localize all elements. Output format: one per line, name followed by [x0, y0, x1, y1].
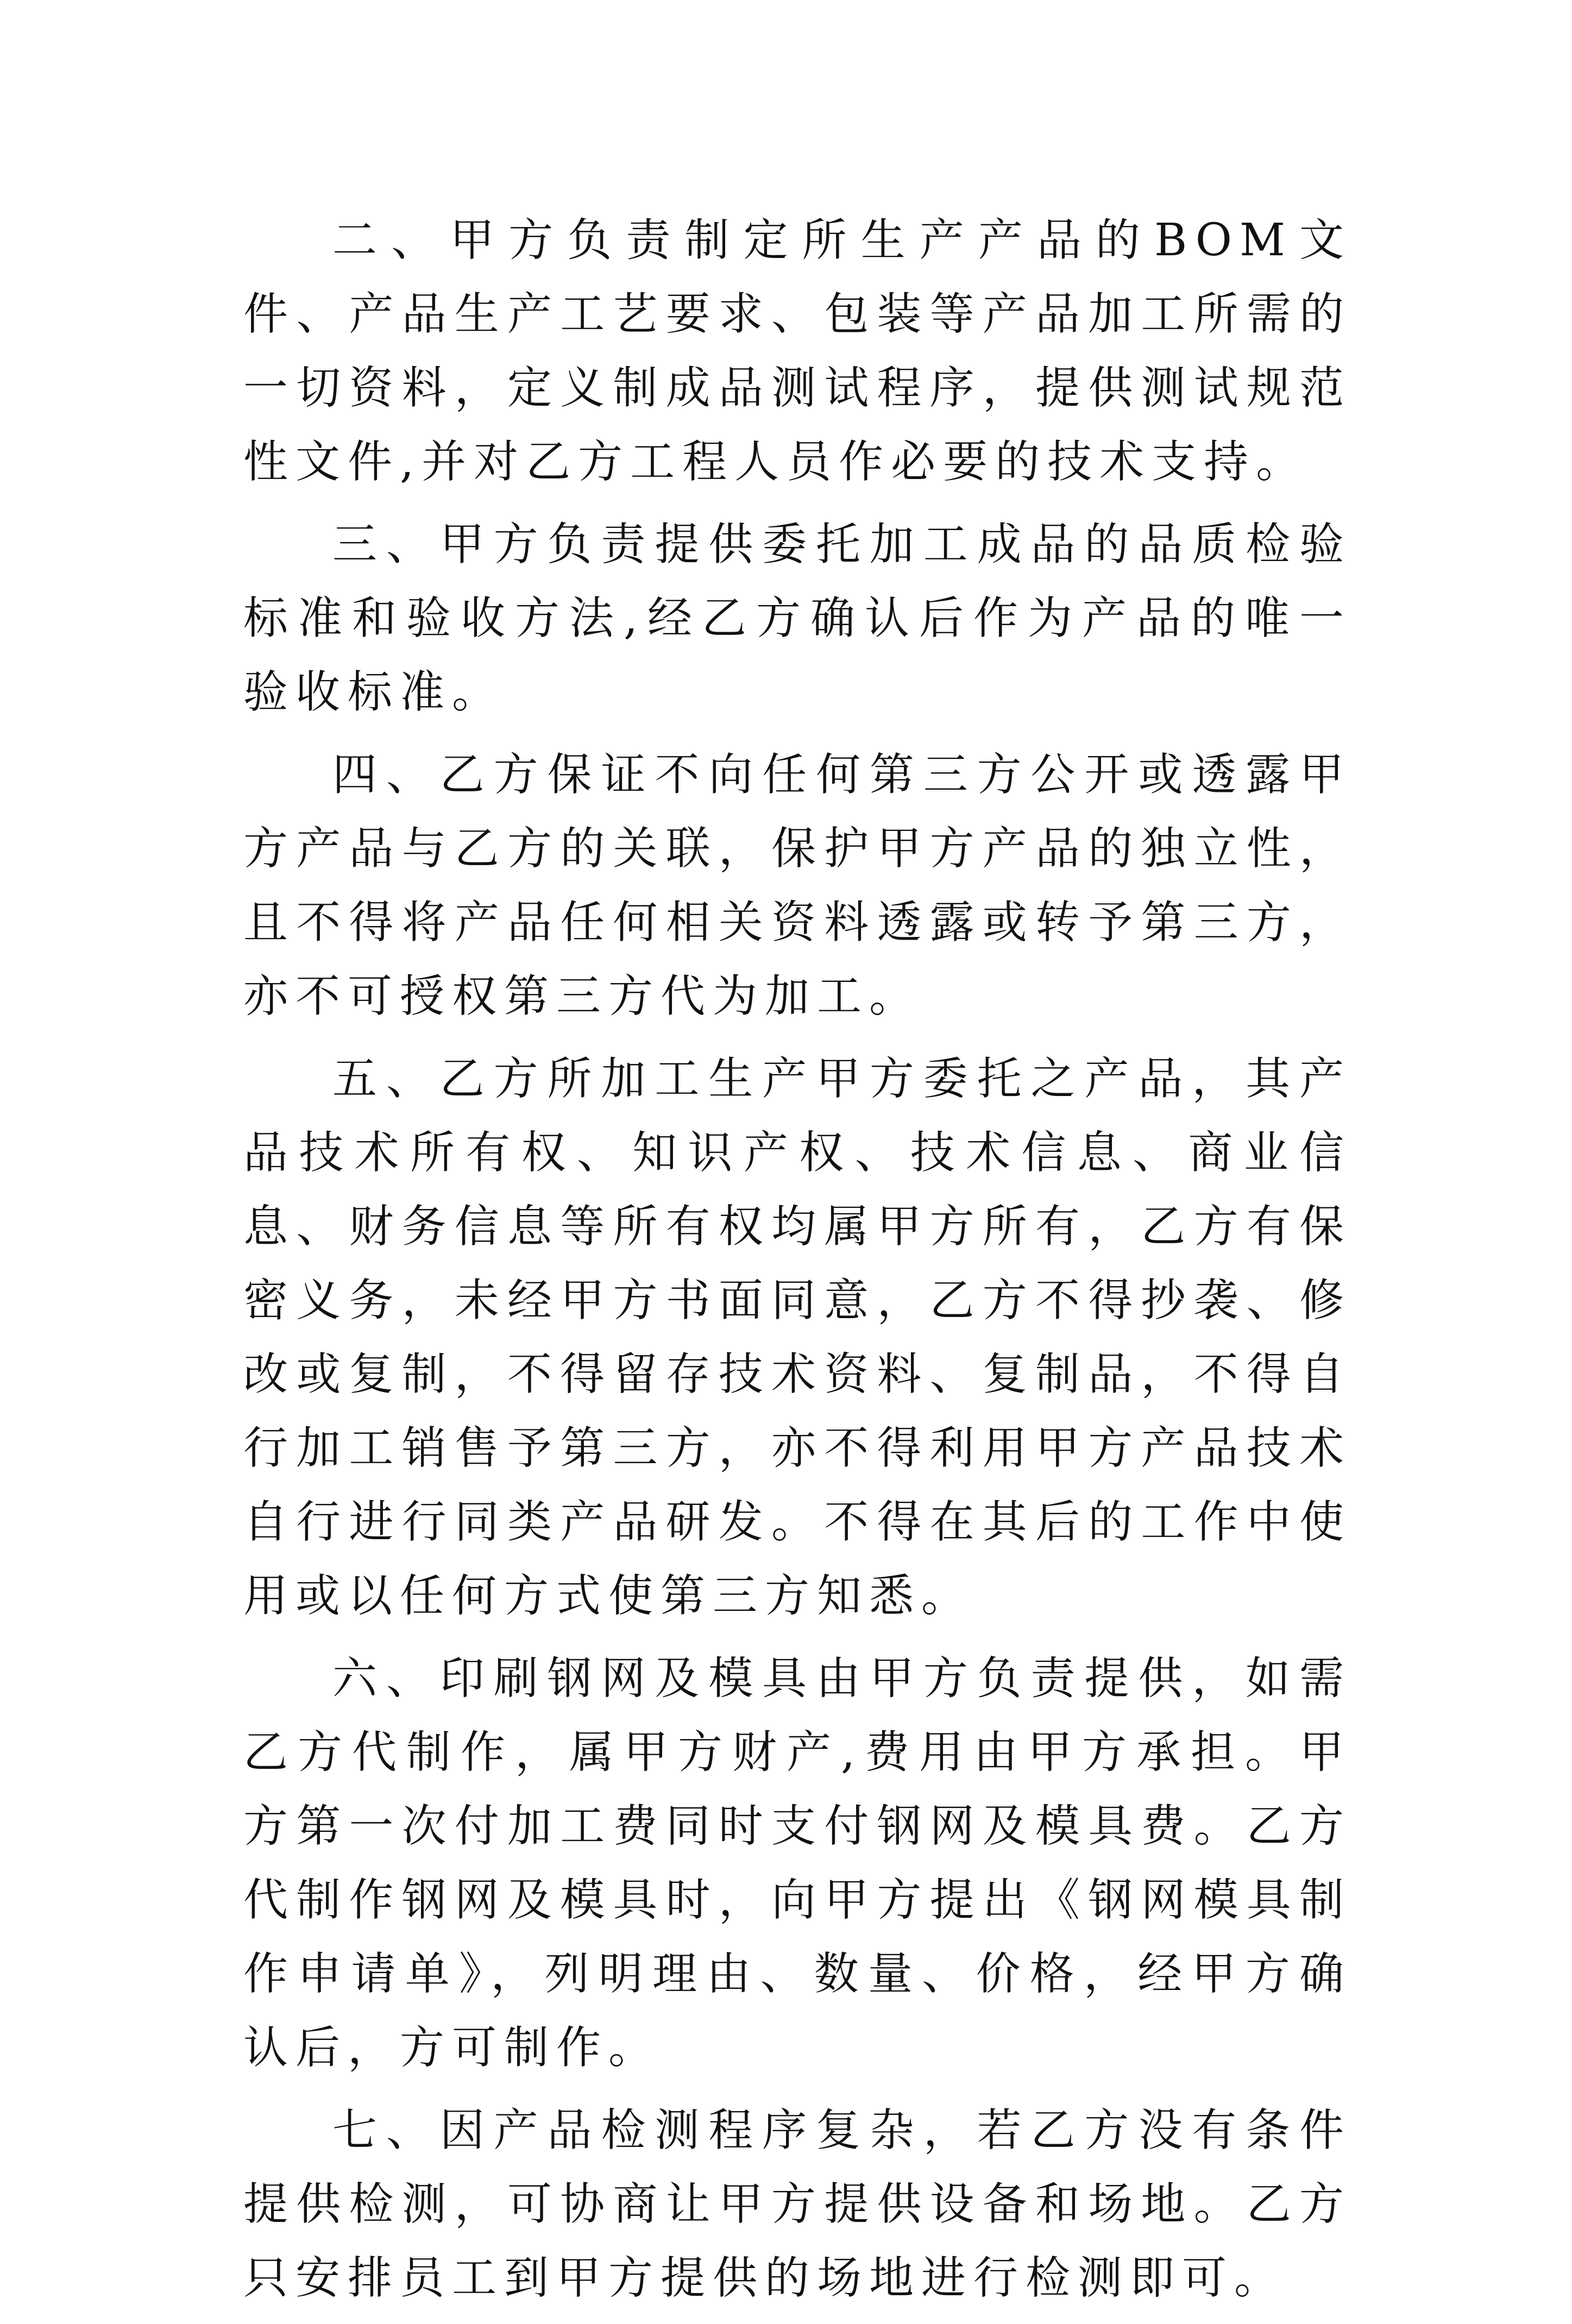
clause-5-paragraph: 五、乙方所加工生产甲方委托之产品，其产品技术所有权、知识产权、技术信息、商业信息、财务信息等所有权均属甲方所有，乙方有保密义务，未经甲方书面同意，乙方不得抄袭、修改或复制，不得留存技术资料、复制品，不得自行加工销售予第三方，亦不得利用甲方产品技术自行进行同类产品研发。不得在其后的工作中使用或以任何方式使第三方知悉。 [243, 1053, 1351, 1622]
clause-3-paragraph: 三、甲方负责提供委托加工成品的品质检验标准和验收方法,经乙方确认后作为产品的唯一验收标准。 [243, 519, 1351, 718]
clause-4-paragraph: 四、乙方保证不向任何第三方公开或透露甲方产品与乙方的关联，保护甲方产品的独立性，且不得将产品任何相关资料透露或转予第三方，亦不可授权第三方代为加工。 [243, 749, 1351, 1022]
clause-6-paragraph: 六、印刷钢网及模具由甲方负责提供，如需乙方代制作，属甲方财产,费用由甲方承担。甲方第一次付加工费同时支付钢网及模具费。乙方代制作钢网及模具时，向甲方提出《钢网模具制作申请单》，列明理由、数量、价格，经甲方确认后，方可制作。 [243, 1653, 1351, 2074]
document-body [243, 204, 1351, 2324]
clause-7-paragraph: 七、因产品检测程序复杂，若乙方没有条件提供检测，可协商让甲方提供设备和场地。乙方只安排员工到甲方提供的场地进行检测即可。 [243, 2105, 1351, 2304]
clause-2-paragraph: 二、甲方负责制定所生产产品的BOM文件、产品生产工艺要求、包装等产品加工所需的一切资料，定义制成品测试程序，提供测试规范性文件,并对乙方工程人员作必要的技术支持。 [243, 215, 1351, 488]
